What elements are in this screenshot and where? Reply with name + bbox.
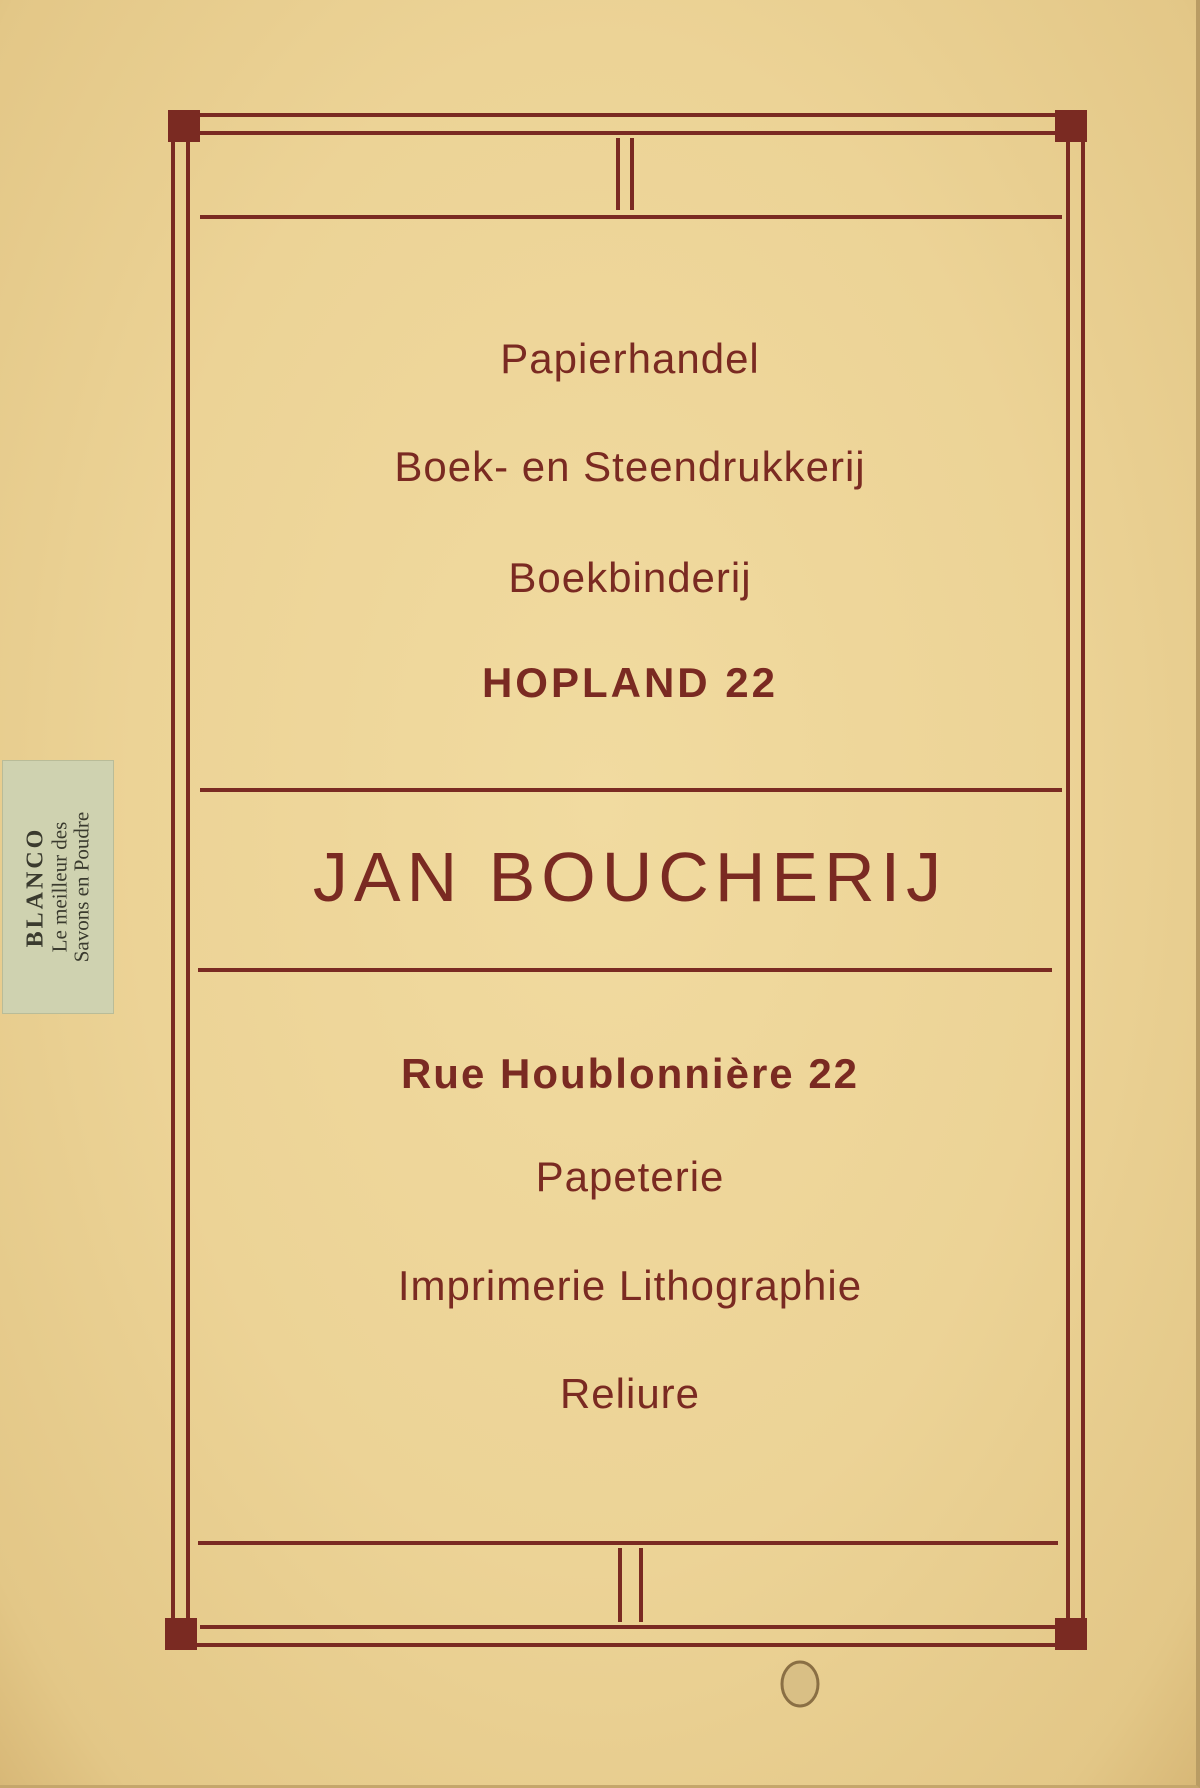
advertising-sticker [2, 760, 114, 1014]
sticker-brand: BLANCO [22, 826, 49, 948]
french-line-papeterie: Papeterie [535, 1153, 725, 1200]
dutch-address: HOPLAND 22 [481, 659, 779, 706]
punch-hole [782, 1662, 818, 1706]
french-address: Rue Houblonnière 22 [400, 1050, 860, 1097]
dutch-line-papierhandel: Papierhandel [500, 335, 760, 382]
dutch-line-drukkerij: Boek- en Steendrukkerij [394, 443, 866, 490]
sticker-line-1: Le meilleur des [47, 821, 72, 953]
french-line-imprimerie: Imprimerie Lithographie [397, 1262, 863, 1309]
french-line-reliure: Reliure [559, 1370, 701, 1417]
dutch-line-boekbinderij: Boekbinderij [508, 554, 752, 601]
sticker-line-2: Savons en Poudre [69, 811, 94, 963]
company-name: JAN BOUCHERIJ [312, 838, 948, 916]
